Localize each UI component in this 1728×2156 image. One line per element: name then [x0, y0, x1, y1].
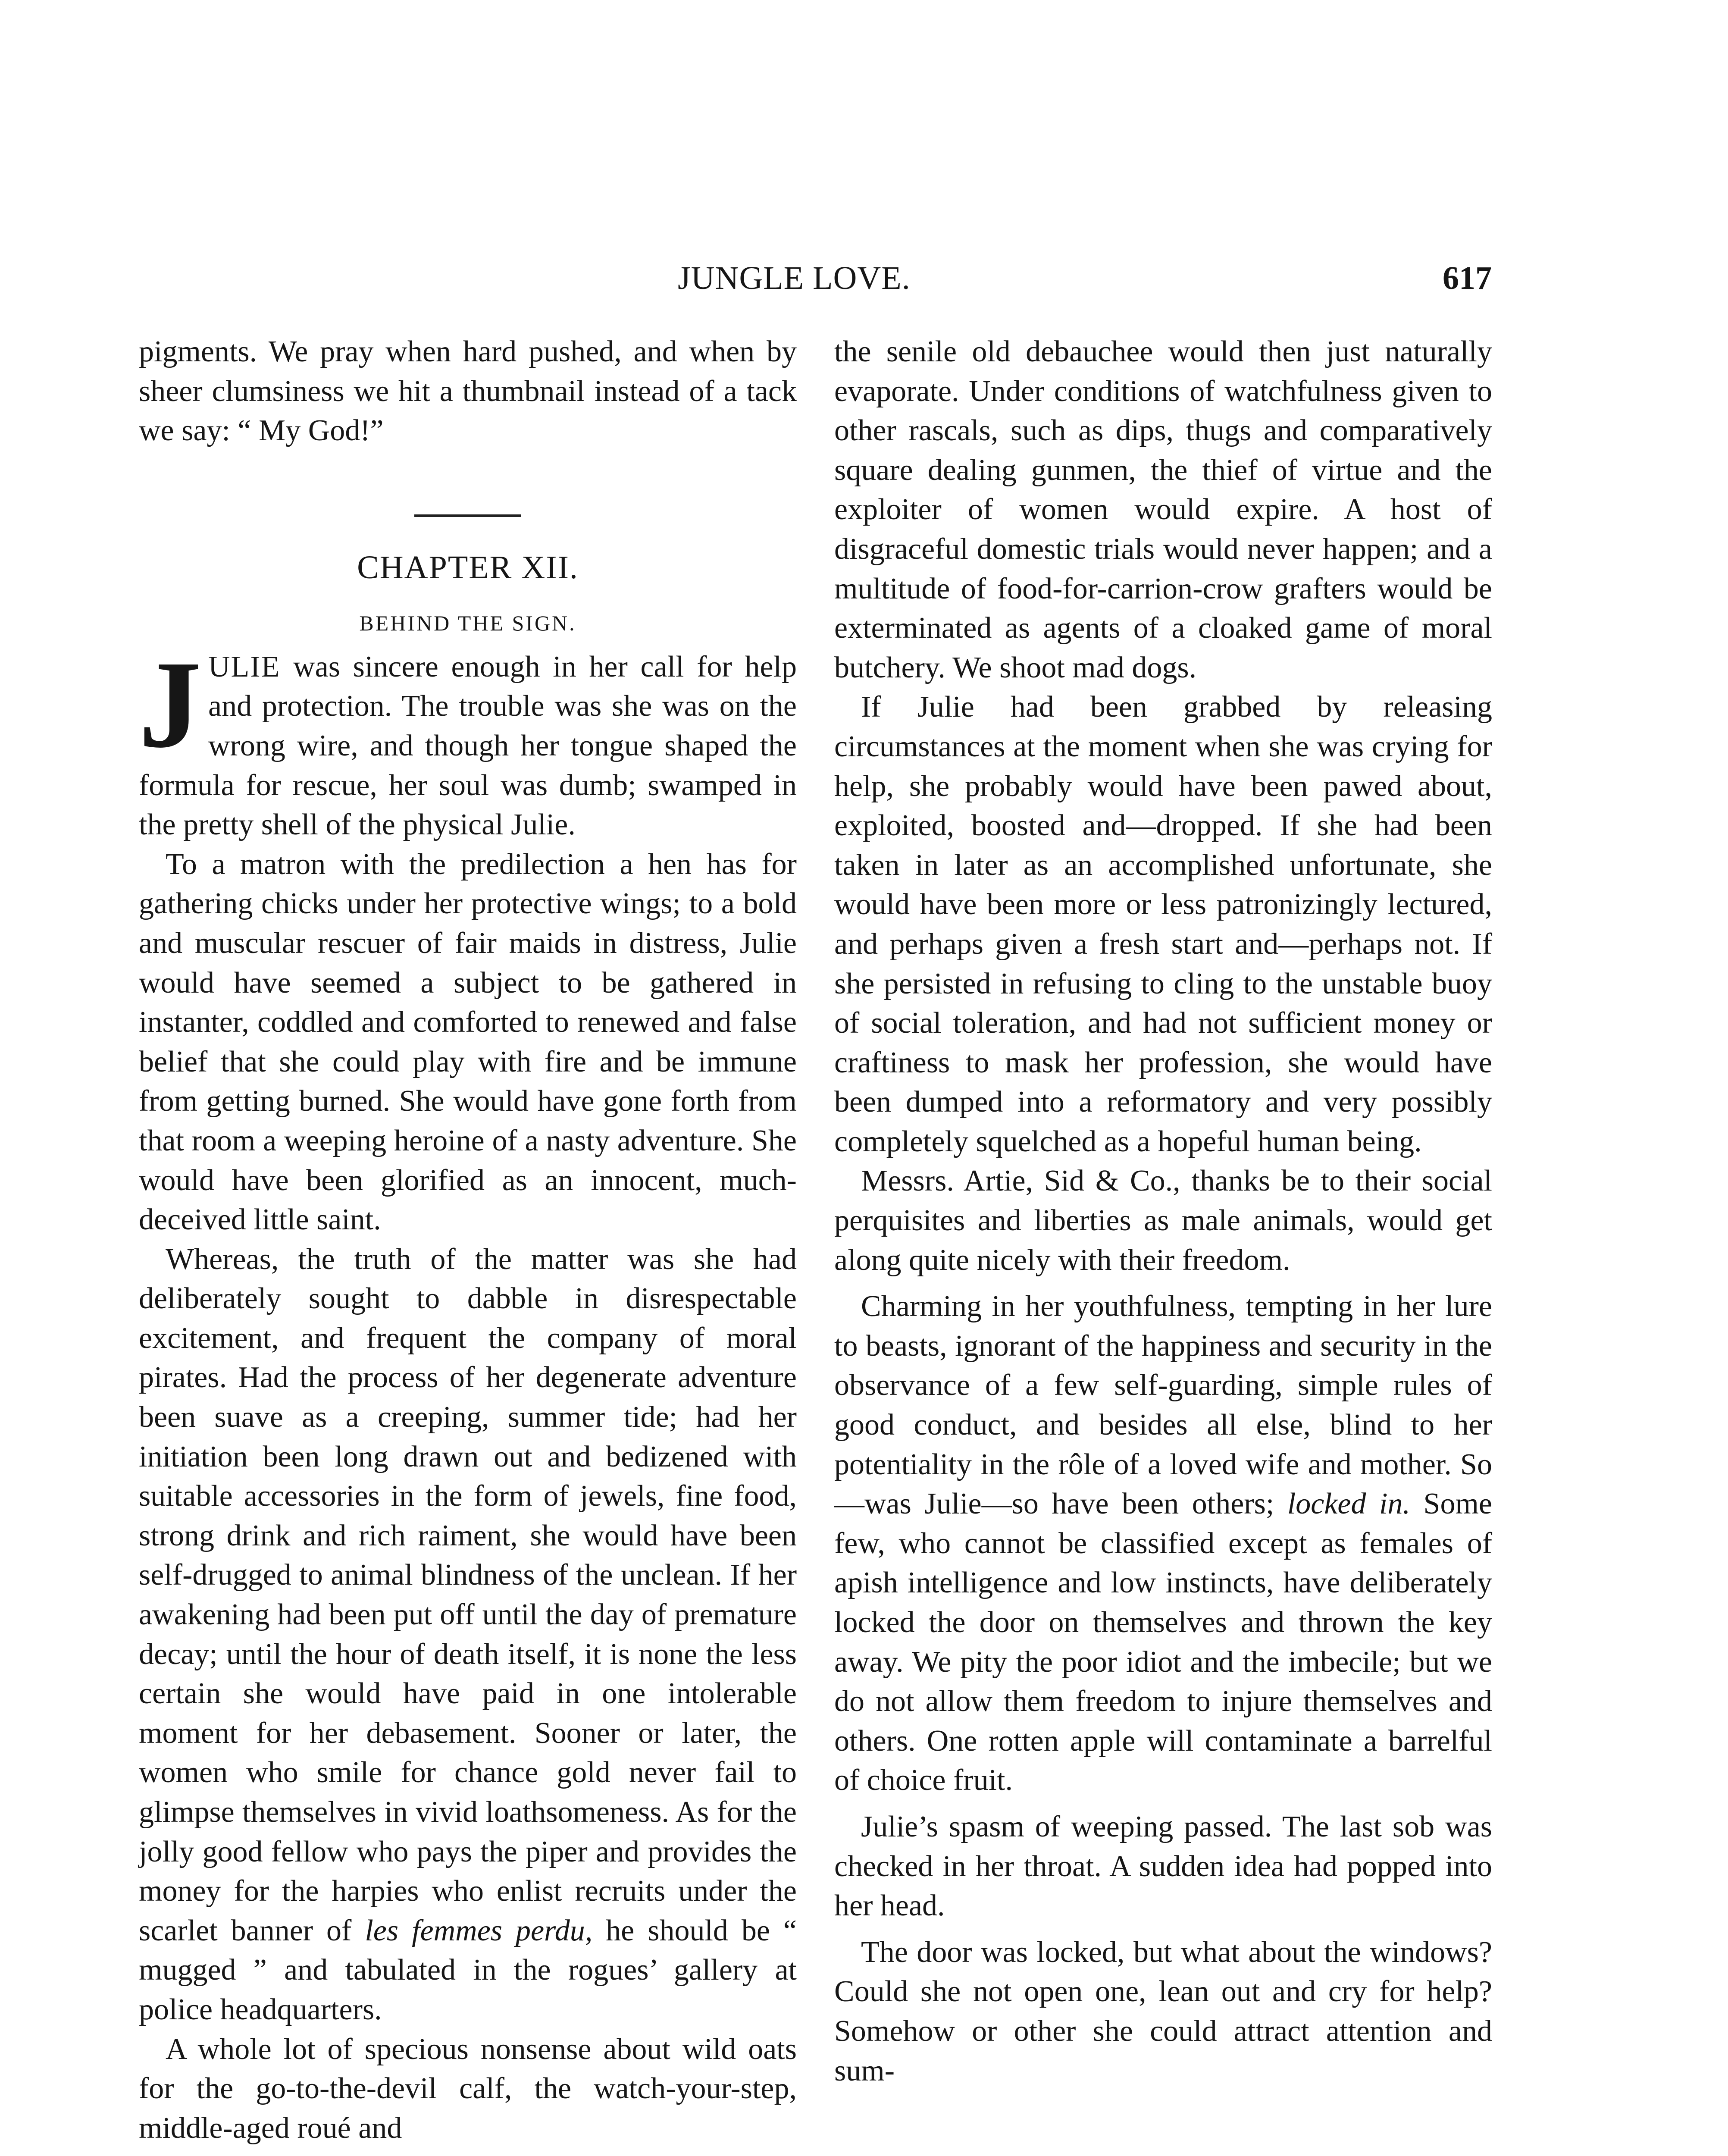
paragraph: If Julie had been grabbed by releasing circumstances at the moment when she was crying for help, she probably would have been pawed about, exploited, boosted and—dropped. If she had been taken in later as an accomplished unfortunate, she would have been more or less patronizingly lectured, and perhaps given a fresh start and—perhaps not. If she persisted in refusing to cling to the unstable buoy of social toleration, and had not sufficient money or craftiness to mask her profession, she would have been dumped into a reformatory and very possibly completely squelched as a hopeful human being. — [834, 690, 1492, 1158]
paragraph — [834, 1287, 1492, 1800]
paragraph: A whole lot of specious nonsense about wild oats for the go-to-the-devil calf, the watch-your-step, middle-aged roué and — [139, 2032, 797, 2145]
paragraph-text: he should be “ mugged ” and tabulated in the rogues’ gallery at police headquarters. — [139, 1914, 797, 2026]
running-title: JUNGLE LOVE. — [678, 260, 911, 296]
section-rule — [414, 514, 521, 517]
paragraph-text: was sincere enough in her call for help and protection. The trouble was she was on the wrong wire, and though her tongue shaped the formula for rescue, her soul was dumb; swamped in the pretty shell of the physical Julie. — [139, 650, 797, 842]
paragraph: Messrs. Artie, Sid & Co., thanks be to their social perquisites and liberties as male animals, would get along quite nicely with their freedom. — [834, 1164, 1492, 1277]
drop-cap-lead: ULIE — [208, 650, 281, 683]
drop-cap: J — [139, 635, 201, 774]
paragraph-text: Whereas, the truth of the matter was she had deliberately sought to dabble in disrespectable excitement, and frequent the company of moral pirates. Had the process of her degenerate adventure been suave as a creeping, summer tide; had her initiation been long drawn out and bedizened with suitable accessories in the form of jewels, fine food, strong drink and rich raiment, she would have been self-drugged to animal blindness of the unclean. If her awakening had been put off until the day of premature decay; until the hour of death itself, it is none the less certain she would have paid in one intolerable moment for her debasement. Sooner or later, the women who smile for chance gold never fail to glimpse themselves in vivid loathsomeness. As for the jolly good fellow who pays the piper and provides the money for the harpies who enlist recruits under the scarlet banner of — [139, 1242, 797, 1947]
opening-paragraph: pigments. We pray when hard pushed, and when by sheer clumsiness we hit a thumbnail instead of a tack we say: “ My God!” — [139, 335, 797, 448]
page-number: 617 — [1443, 260, 1492, 296]
paragraph-text: Charming in her youthfulness, tempting in her lure to beasts, ignorant of the happiness and security in the observance of a few self-guarding, simple rules of good conduct, and besides all else, blind to her potentiality in the rôle of a loved wife and mother. So—was Julie—so have been others; — [834, 1290, 1492, 1521]
italic-phrase: locked in. — [1287, 1487, 1410, 1521]
paragraph-text: Some few, who cannot be classified except as females of apish intelligence and low instincts, have deliberately locked the door on themselves and thrown the key away. We pity the poor idiot and the imbecile; but we do not allow them freedom to injure themselves and others. One rotten apple will contaminate a barrelful of choice fruit. — [834, 1487, 1492, 1797]
paragraph: To a matron with the predilection a hen has for gathering chicks under her protective wings; to a bold and muscular rescuer of fair maids in distress, Julie would have seemed a subject to be gathered in instanter, coddled and comforted to renewed and false belief that she could play with fire and be immune from getting burned. She would have gone forth from that room a weeping heroine of a nasty adventure. She would have been glorified as an innocent, much-deceived little saint. — [139, 847, 797, 1237]
paragraph: The door was locked, but what about the windows? Could she not open one, lean out and cry for help? Somehow or other she could attract attention and sum- — [834, 1935, 1492, 2087]
right-column — [834, 332, 1492, 2090]
italic-phrase: les femmes perdu, — [365, 1914, 593, 1947]
chapter-subtitle: BEHIND THE SIGN. — [359, 611, 576, 635]
running-head — [0, 254, 1492, 302]
chapter-first-paragraph — [139, 635, 797, 845]
left-column — [139, 332, 797, 2148]
paragraph — [139, 1240, 797, 2030]
chapter-heading: CHAPTER XII. — [357, 549, 579, 586]
paragraph: the senile old debauchee would then just naturally evaporate. Under conditions of watchfulness given to other rascals, such as dips, thugs and comparatively square dealing gunmen, the thief of virtue and the exploiter of women would expire. A host of disgraceful domestic trials would never happen; and a multitude of food-for-carrion-crow grafters would be exterminated as agents of a cloaked game of moral butchery. We shoot mad dogs. — [834, 335, 1492, 684]
paragraph: Julie’s spasm of weeping passed. The last sob was checked in her throat. A sudden idea had popped into her head. — [834, 1810, 1492, 1923]
